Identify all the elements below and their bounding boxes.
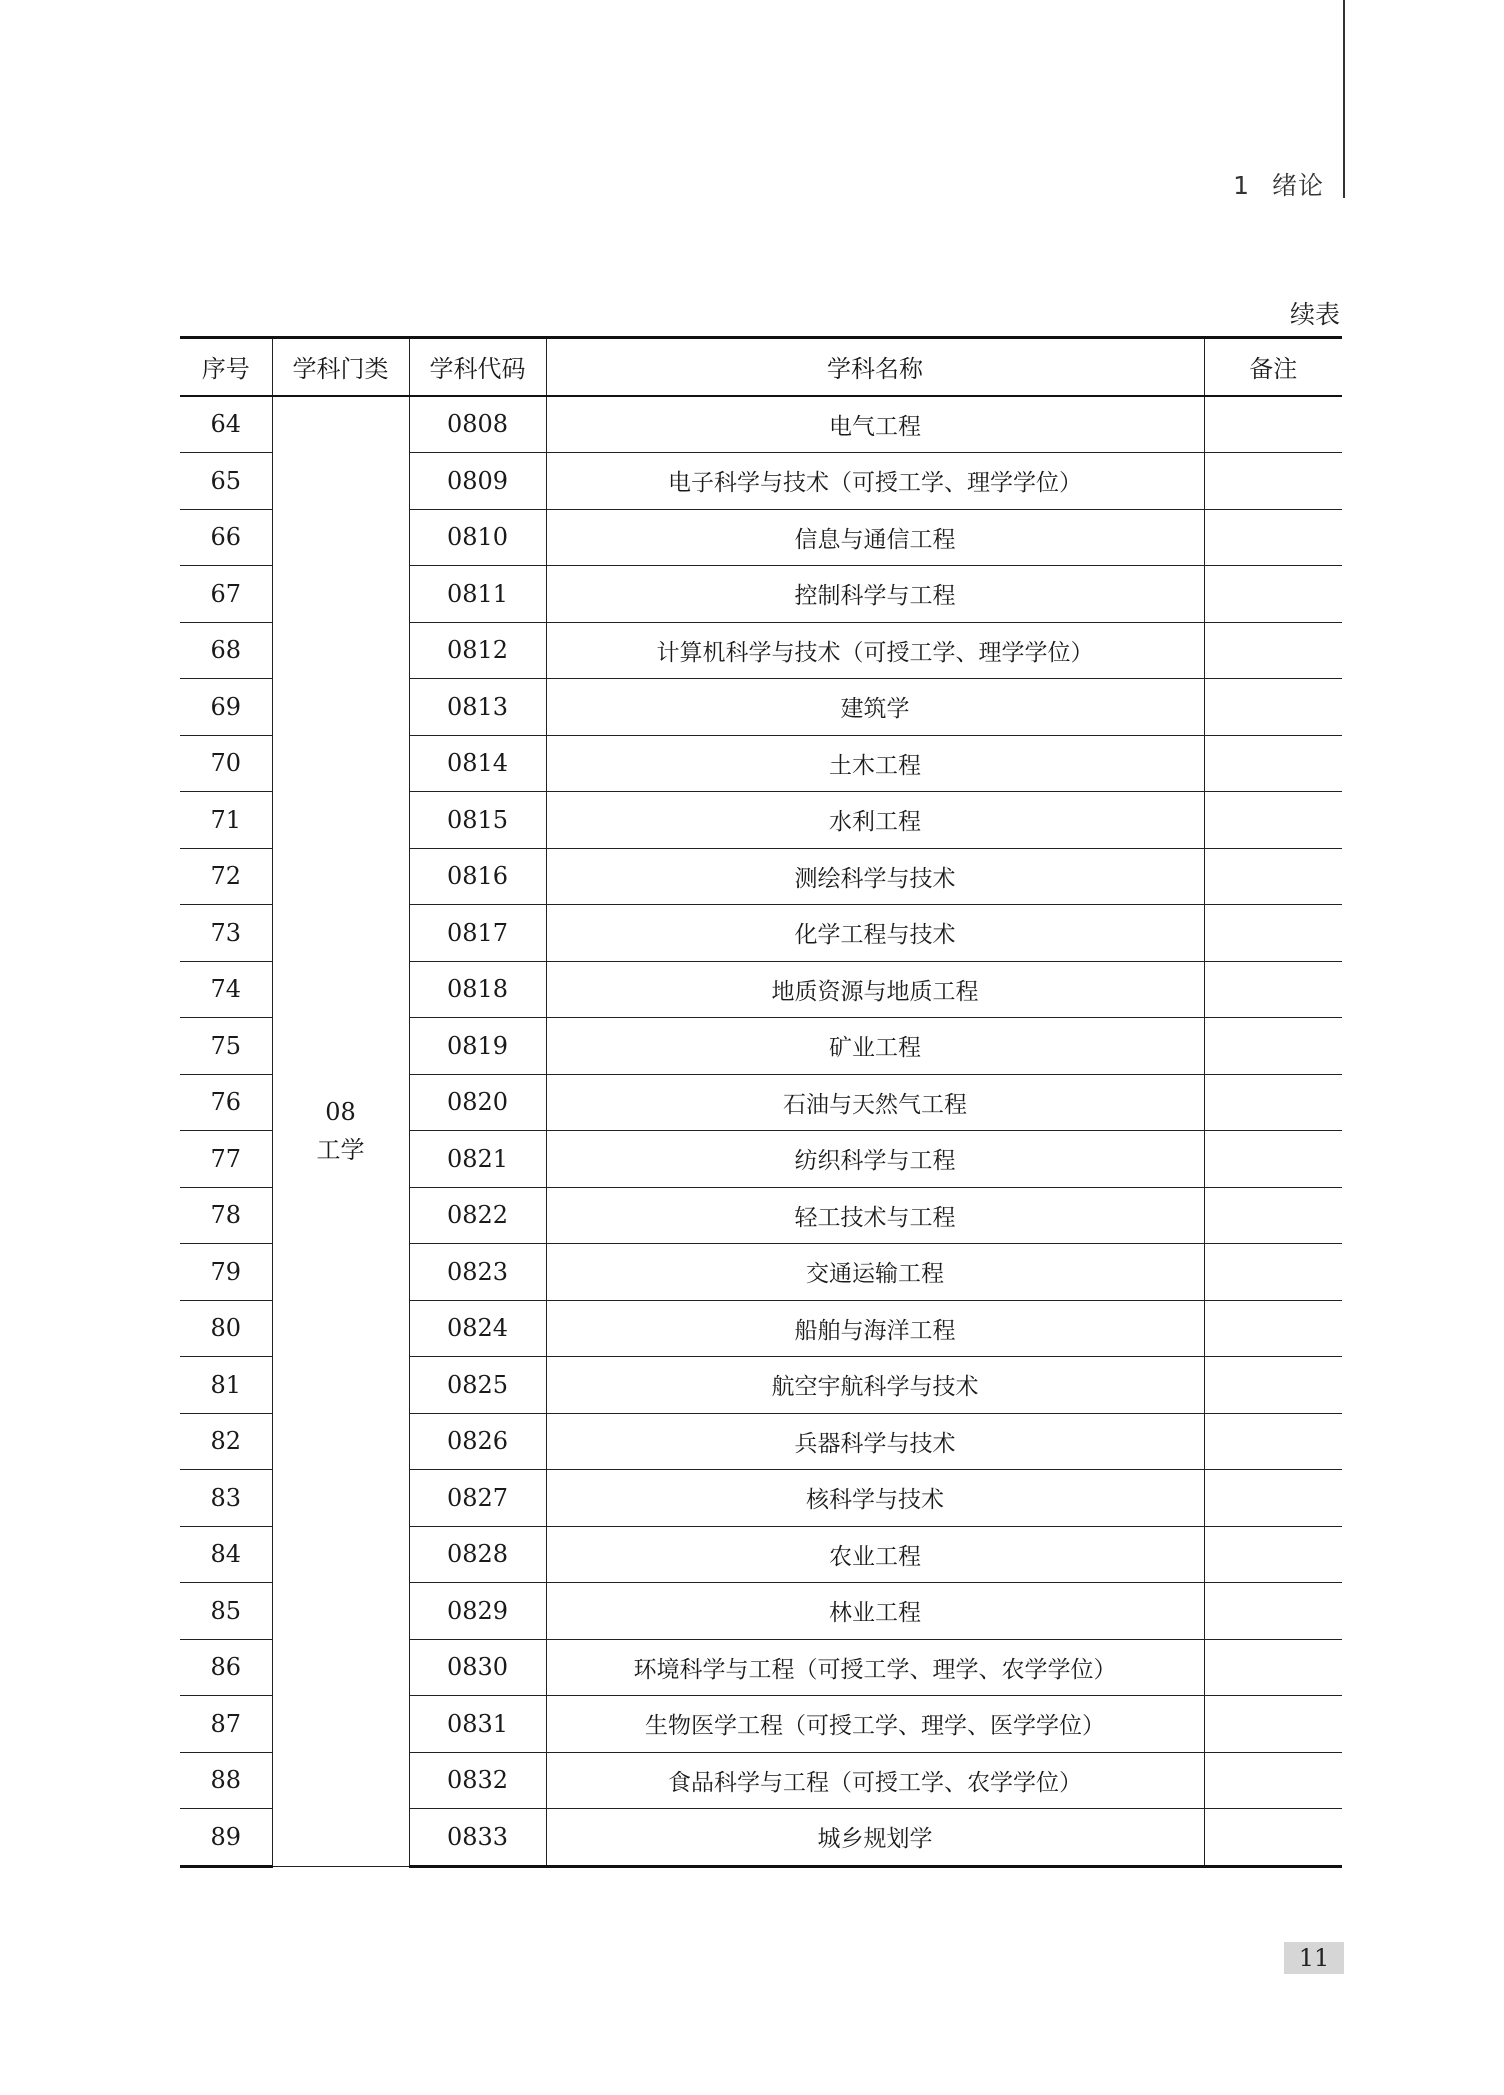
subject-code: 0824 — [409, 1300, 546, 1357]
subject-code: 0820 — [409, 1074, 546, 1131]
subject-note — [1204, 848, 1342, 905]
header-name: 学科名称 — [546, 338, 1204, 396]
row-number: 76 — [180, 1074, 272, 1131]
subject-note — [1204, 1752, 1342, 1809]
subject-name: 轻工技术与工程 — [546, 1187, 1204, 1244]
subject-name: 航空宇航科学与技术 — [546, 1357, 1204, 1414]
subject-code: 0822 — [409, 1187, 546, 1244]
chapter-title: 绪论 — [1271, 171, 1324, 200]
row-number: 75 — [180, 1018, 272, 1075]
header-no: 序号 — [180, 338, 272, 396]
subject-note — [1204, 1131, 1342, 1188]
row-number: 65 — [180, 453, 272, 510]
subject-name: 信息与通信工程 — [546, 509, 1204, 566]
subject-code: 0811 — [409, 566, 546, 623]
running-header — [1233, 166, 1324, 202]
page-number: 11 — [1284, 1942, 1344, 1974]
subject-note — [1204, 1300, 1342, 1357]
row-number: 78 — [180, 1187, 272, 1244]
subject-table — [180, 336, 1342, 1868]
category-cell — [272, 396, 409, 1867]
subject-note — [1204, 396, 1342, 453]
subject-note — [1204, 905, 1342, 962]
row-number: 77 — [180, 1131, 272, 1188]
subject-note — [1204, 1074, 1342, 1131]
subject-note — [1204, 1413, 1342, 1470]
subject-code: 0825 — [409, 1357, 546, 1414]
row-number: 64 — [180, 396, 272, 453]
subject-note — [1204, 453, 1342, 510]
row-number: 85 — [180, 1583, 272, 1640]
chapter-number: 1 — [1233, 171, 1250, 200]
subject-note — [1204, 1639, 1342, 1696]
subject-code: 0831 — [409, 1696, 546, 1753]
subject-name: 计算机科学与技术（可授工学、理学学位） — [546, 622, 1204, 679]
subject-note — [1204, 509, 1342, 566]
subject-note — [1204, 792, 1342, 849]
subject-note — [1204, 1470, 1342, 1527]
subject-name: 测绘科学与技术 — [546, 848, 1204, 905]
subject-note — [1204, 961, 1342, 1018]
subject-code: 0830 — [409, 1639, 546, 1696]
subject-note — [1204, 566, 1342, 623]
subject-name: 地质资源与地质工程 — [546, 961, 1204, 1018]
row-number: 69 — [180, 679, 272, 736]
subject-note — [1204, 1583, 1342, 1640]
subject-note — [1204, 622, 1342, 679]
subject-name: 土木工程 — [546, 735, 1204, 792]
subject-name: 食品科学与工程（可授工学、农学学位） — [546, 1752, 1204, 1809]
subject-code: 0814 — [409, 735, 546, 792]
subject-note — [1204, 1809, 1342, 1867]
subject-name: 农业工程 — [546, 1526, 1204, 1583]
subject-code: 0826 — [409, 1413, 546, 1470]
subject-name: 控制科学与工程 — [546, 566, 1204, 623]
row-number: 80 — [180, 1300, 272, 1357]
subject-code: 0815 — [409, 792, 546, 849]
subject-name: 建筑学 — [546, 679, 1204, 736]
subject-note — [1204, 1696, 1342, 1753]
subject-code: 0808 — [409, 396, 546, 453]
subject-code: 0828 — [409, 1526, 546, 1583]
category-name: 工学 — [316, 1136, 365, 1164]
subject-name: 电子科学与技术（可授工学、理学学位） — [546, 453, 1204, 510]
row-number: 71 — [180, 792, 272, 849]
subject-name: 石油与天然气工程 — [546, 1074, 1204, 1131]
row-number: 88 — [180, 1752, 272, 1809]
row-number: 86 — [180, 1639, 272, 1696]
header-vertical-rule — [1343, 0, 1345, 198]
subject-name: 船舶与海洋工程 — [546, 1300, 1204, 1357]
subject-name: 兵器科学与技术 — [546, 1413, 1204, 1470]
row-number: 89 — [180, 1809, 272, 1867]
subject-code: 0819 — [409, 1018, 546, 1075]
subject-name: 生物医学工程（可授工学、理学、医学学位） — [546, 1696, 1204, 1753]
subject-code: 0832 — [409, 1752, 546, 1809]
row-number: 79 — [180, 1244, 272, 1301]
subject-name: 城乡规划学 — [546, 1809, 1204, 1867]
header-code: 学科代码 — [409, 338, 546, 396]
subject-code: 0817 — [409, 905, 546, 962]
subject-note — [1204, 1187, 1342, 1244]
row-number: 84 — [180, 1526, 272, 1583]
row-number: 74 — [180, 961, 272, 1018]
subject-code: 0809 — [409, 453, 546, 510]
row-number: 72 — [180, 848, 272, 905]
row-number: 68 — [180, 622, 272, 679]
subject-name: 纺织科学与工程 — [546, 1131, 1204, 1188]
subject-name: 矿业工程 — [546, 1018, 1204, 1075]
subject-name: 交通运输工程 — [546, 1244, 1204, 1301]
subject-name: 核科学与技术 — [546, 1470, 1204, 1527]
category-code: 08 — [325, 1098, 356, 1126]
table-row — [180, 396, 1342, 453]
subject-code: 0818 — [409, 961, 546, 1018]
subject-note — [1204, 1018, 1342, 1075]
subject-code: 0823 — [409, 1244, 546, 1301]
row-number: 73 — [180, 905, 272, 962]
continued-table-label: 续表 — [1289, 300, 1340, 329]
row-number: 83 — [180, 1470, 272, 1527]
table-body — [180, 396, 1342, 1867]
row-number: 81 — [180, 1357, 272, 1414]
subject-code: 0829 — [409, 1583, 546, 1640]
table-header-row — [180, 338, 1342, 396]
subject-name: 水利工程 — [546, 792, 1204, 849]
row-number: 67 — [180, 566, 272, 623]
subject-name: 环境科学与工程（可授工学、理学、农学学位） — [546, 1639, 1204, 1696]
subject-code: 0816 — [409, 848, 546, 905]
subject-note — [1204, 735, 1342, 792]
header-note: 备注 — [1204, 338, 1342, 396]
header-category: 学科门类 — [272, 338, 409, 396]
subject-note — [1204, 1357, 1342, 1414]
subject-code: 0813 — [409, 679, 546, 736]
row-number: 66 — [180, 509, 272, 566]
subject-name: 电气工程 — [546, 396, 1204, 453]
subject-code: 0833 — [409, 1809, 546, 1867]
subject-note — [1204, 1526, 1342, 1583]
subject-code: 0812 — [409, 622, 546, 679]
row-number: 82 — [180, 1413, 272, 1470]
subject-name: 林业工程 — [546, 1583, 1204, 1640]
subject-name: 化学工程与技术 — [546, 905, 1204, 962]
row-number: 70 — [180, 735, 272, 792]
subject-code: 0810 — [409, 509, 546, 566]
subject-note — [1204, 679, 1342, 736]
subject-note — [1204, 1244, 1342, 1301]
subject-code: 0827 — [409, 1470, 546, 1527]
row-number: 87 — [180, 1696, 272, 1753]
subject-code: 0821 — [409, 1131, 546, 1188]
